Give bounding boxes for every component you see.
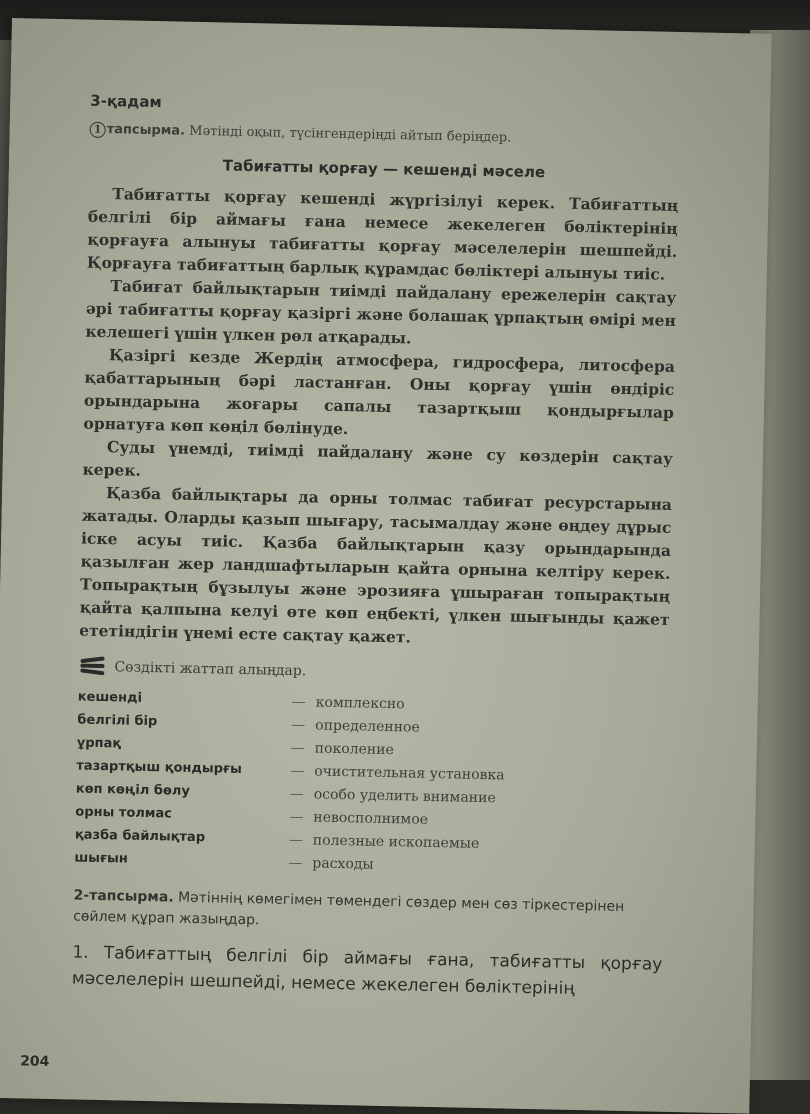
vocab-kazakh: қазба байлықтар [74, 827, 206, 846]
task-number-circle: 1 [90, 122, 106, 138]
vocab-russian: невосполнимое [313, 808, 429, 828]
page-number: 204 [19, 1053, 50, 1071]
vocab-dash: — [291, 693, 306, 710]
task-1-text: Мәтінді оқып, түсінгендеріңді айтып беріңдер. [189, 123, 512, 146]
vocab-heading: Сөздікті жаттап алыңдар. [114, 659, 307, 680]
vocab-dash: — [291, 716, 306, 733]
task-1 [90, 122, 680, 150]
task-2 [73, 885, 664, 939]
vocab-list [74, 686, 668, 882]
vocab-russian: комплексно [315, 694, 405, 712]
vocab-kazakh: белгілі бір [77, 712, 158, 730]
exercise-sentence-1: 1. Табиғаттың белгілі бір аймағы ғана, табиғатты қорғау мәселелерін шешпейді, немесе жекелеген бөліктерінің [71, 942, 663, 999]
books-icon [78, 656, 108, 679]
vocab-russian: поколение [314, 740, 395, 758]
paragraph: Табиғат байлықтарын тиімді пайдалану ережелерін сақтау әрі табиғатты қорғау қазіргі және болашақ ұрпақтың өмірі мен келешегі үшін үлкен рөл атқарады. [85, 276, 677, 348]
task-1-label: тапсырма. [106, 122, 186, 139]
task-2-text: Мәтіннің көмегімен төмендегі сөздер мен сөз тіркестерінен сөйлем құрап жазыңдар. [73, 889, 625, 929]
vocab-dash: — [289, 785, 304, 802]
book-page [0, 18, 772, 1114]
vocab-kazakh: ұрпақ [76, 735, 122, 752]
step-heading: 3-қадам [90, 91, 162, 112]
vocab-russian: очистительная установка [314, 762, 505, 783]
paragraph: Қазба байлықтары да орны толмас табиғат ресурстарына жатады. Оларды қазып шығару, тасымалдау және өңдеу дұрыс іске асуы тиіс. Қазба байлықтарын қазу орындарында қазылған жер ландшафтыларын қайта орнына келтіру керек. Топырақтың бұзылуы және эрозияға ұшыраған топырақтың қайта қалпына келуі өте көп еңбекті, үлкен шығынды қажет ететіндігін үнемі есте сақтау қажет. [78, 483, 673, 647]
vocab-kazakh: тазартқыш қондырғы [76, 758, 242, 777]
paragraph: Табиғатты қорғау кешенді жүргізілуі керек. Табиғаттың белгілі бір аймағы ғана немесе жекелеген бөліктерінің қорғауға алынуы табиғатты қорғау мәселелерін шешпейді. Қорғауға табиғаттың барлық құрамдас бөліктері алынуы тиіс. [86, 184, 679, 284]
vocab-heading-row [78, 656, 668, 690]
text-title: Табиғатты қорғау — кешенді мәселе [222, 156, 546, 182]
vocab-dash: — [290, 739, 305, 756]
vocab-russian: полезные ископаемые [312, 831, 480, 852]
vocab-kazakh: орны толмас [75, 804, 173, 822]
vocab-dash: — [288, 831, 304, 848]
vocab-kazakh: шығын [74, 850, 128, 867]
vocab-dash: — [288, 854, 303, 871]
page-content [72, 92, 681, 1004]
vocab-russian: расходы [312, 854, 374, 873]
paragraph: Суды үнемді, тиімді пайдалану және су көздерін сақтау керек. [82, 437, 674, 480]
vocab-kazakh: көп көңіл бөлу [75, 781, 191, 799]
paragraph: Қазіргі кезде Жердің атмосфера, гидросфера, литосфера қабаттарының бәрі ластанған. Оны қорғау үшін өндіріс орындарына жоғары сапалы тазартқыш қондырғылар орнатуға көп көңіл бөлінуде. [83, 345, 676, 439]
vocab-dash: — [289, 808, 304, 825]
vocab-kazakh: кешенді [77, 689, 143, 706]
vocab-dash: — [290, 762, 305, 779]
task-2-label: 2-тапсырма. [73, 887, 174, 906]
vocab-russian: определенное [315, 717, 420, 736]
vocab-russian: особо уделить внимание [313, 785, 496, 806]
